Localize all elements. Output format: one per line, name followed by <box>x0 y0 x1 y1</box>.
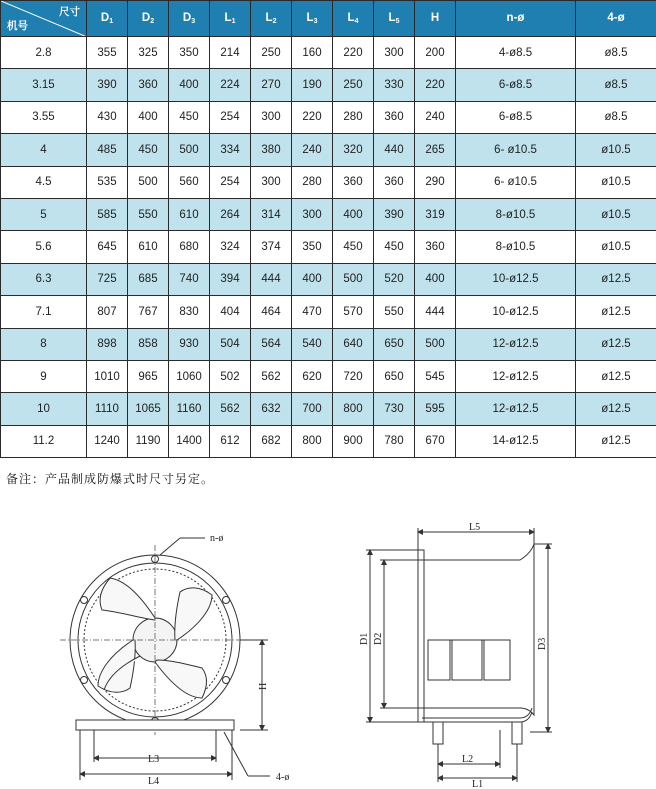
table-cell: 319 <box>415 198 456 230</box>
table-cell: 965 <box>128 360 169 392</box>
table-cell: 620 <box>292 360 333 392</box>
table-cell: 1240 <box>87 425 128 457</box>
duct-body <box>424 544 534 715</box>
table-cell: 12-ø12.5 <box>456 393 576 425</box>
table-cell: 550 <box>374 296 415 328</box>
motor-body-left <box>428 640 450 680</box>
table-cell: 350 <box>169 37 210 69</box>
table-cell: 535 <box>87 166 128 198</box>
table-cell: 300 <box>374 37 415 69</box>
table-cell: 190 <box>292 69 333 101</box>
table-cell: 254 <box>210 166 251 198</box>
table-cell: 730 <box>374 393 415 425</box>
table-cell: 540 <box>292 328 333 360</box>
inlet-flange <box>418 550 424 722</box>
table-cell: ø12.5 <box>576 263 656 295</box>
table-cell: 450 <box>333 231 374 263</box>
table-cell: 404 <box>210 296 251 328</box>
table-cell: 650 <box>374 328 415 360</box>
table-cell: 10-ø12.5 <box>456 263 576 295</box>
table-cell: 400 <box>169 69 210 101</box>
table-row <box>1 296 656 328</box>
table-cell: 485 <box>87 134 128 166</box>
table-cell: 160 <box>292 37 333 69</box>
side-view <box>366 528 552 782</box>
table-cell: 14-ø12.5 <box>456 425 576 457</box>
table-cell: 334 <box>210 134 251 166</box>
label-4-holes: 4-ø <box>276 772 290 783</box>
model-number-cell: 5 <box>1 198 87 230</box>
label-d3: D3 <box>537 637 548 650</box>
table-cell: ø10.5 <box>576 166 656 198</box>
table-cell: 360 <box>374 101 415 133</box>
col-header-d1: $D_1$ <box>87 1 128 37</box>
table-cell: 360 <box>128 69 169 101</box>
table-cell: 680 <box>169 231 210 263</box>
table-row <box>1 134 656 166</box>
table-row <box>1 69 656 101</box>
table-cell: 380 <box>251 134 292 166</box>
table-cell: 450 <box>128 134 169 166</box>
front-view <box>60 538 270 780</box>
4-hole-leader <box>224 732 248 776</box>
table-cell: 564 <box>251 328 292 360</box>
model-number-cell: 4 <box>1 134 87 166</box>
table-cell: 560 <box>169 166 210 198</box>
table-cell: ø8.5 <box>576 37 656 69</box>
corner-label-model: 机号 <box>7 20 28 32</box>
table-cell: 355 <box>87 37 128 69</box>
table-row <box>1 101 656 133</box>
table-cell: 858 <box>128 328 169 360</box>
table-cell: 400 <box>333 198 374 230</box>
table-cell: 444 <box>415 296 456 328</box>
table-cell: 360 <box>333 166 374 198</box>
table-cell: 562 <box>210 393 251 425</box>
table-cell: 1060 <box>169 360 210 392</box>
table-cell: 930 <box>169 328 210 360</box>
table-cell: 280 <box>333 101 374 133</box>
table-cell: 6-ø8.5 <box>456 101 576 133</box>
table-cell: 520 <box>374 263 415 295</box>
table-row <box>1 328 656 360</box>
table-cell: 570 <box>333 296 374 328</box>
table-row <box>1 166 656 198</box>
table-row <box>1 360 656 392</box>
table-row <box>1 263 656 295</box>
table-cell: 500 <box>169 134 210 166</box>
table-cell: 12-ø12.5 <box>456 360 576 392</box>
corner-label-dimension: 尺寸 <box>59 6 80 18</box>
table-cell: 470 <box>292 296 333 328</box>
table-cell: 374 <box>251 231 292 263</box>
table-cell: 610 <box>128 231 169 263</box>
table-row <box>1 231 656 263</box>
model-number-cell: 5.6 <box>1 231 87 263</box>
col-header-l1: $L_1$ <box>210 1 251 37</box>
col-header-l5: $L_5$ <box>374 1 415 37</box>
label-n-holes: n-ø <box>210 533 224 544</box>
table-cell: ø12.5 <box>576 425 656 457</box>
model-number-cell: 8 <box>1 328 87 360</box>
table-cell: 390 <box>374 198 415 230</box>
table-cell: 220 <box>415 69 456 101</box>
label-h: H <box>258 682 269 690</box>
model-number-cell: 2.8 <box>1 37 87 69</box>
model-number-cell: 10 <box>1 393 87 425</box>
table-cell: 10-ø12.5 <box>456 296 576 328</box>
table-cell: ø12.5 <box>576 393 656 425</box>
table-cell: 670 <box>415 425 456 457</box>
rear-foot <box>512 722 522 744</box>
table-cell: 740 <box>169 263 210 295</box>
label-d1: D1 <box>359 632 370 645</box>
table-cell: 1160 <box>169 393 210 425</box>
table-cell: 464 <box>251 296 292 328</box>
table-cell: 807 <box>87 296 128 328</box>
table-cell: 6- ø10.5 <box>456 134 576 166</box>
col-header-l2: $L_2$ <box>251 1 292 37</box>
table-cell: 650 <box>374 360 415 392</box>
label-l1: L1 <box>472 779 484 789</box>
label-l4: L4 <box>148 776 160 787</box>
table-cell: 830 <box>169 296 210 328</box>
table-cell: 900 <box>333 425 374 457</box>
table-cell: 682 <box>251 425 292 457</box>
table-cell: 898 <box>87 328 128 360</box>
table-cell: 545 <box>415 360 456 392</box>
table-cell: ø8.5 <box>576 101 656 133</box>
table-cell: 224 <box>210 69 251 101</box>
table-cell: ø12.5 <box>576 360 656 392</box>
label-l2: L2 <box>462 754 474 765</box>
model-number-cell: 9 <box>1 360 87 392</box>
table-cell: 300 <box>251 101 292 133</box>
table-cell: 390 <box>87 69 128 101</box>
label-l3: L3 <box>148 754 160 765</box>
table-cell: 1010 <box>87 360 128 392</box>
table-cell: 240 <box>292 134 333 166</box>
table-cell: 612 <box>210 425 251 457</box>
table-cell: 430 <box>87 101 128 133</box>
table-row <box>1 393 656 425</box>
table-cell: 700 <box>292 393 333 425</box>
model-number-cell: 7.1 <box>1 296 87 328</box>
n-hole-leader <box>160 538 180 555</box>
table-cell: 450 <box>374 231 415 263</box>
col-header-d2: $D_2$ <box>128 1 169 37</box>
model-number-cell: 11.2 <box>1 425 87 457</box>
table-cell: 585 <box>87 198 128 230</box>
table-cell: 800 <box>333 393 374 425</box>
table-cell: 250 <box>333 69 374 101</box>
table-cell: 400 <box>292 263 333 295</box>
label-d2: D2 <box>373 632 384 645</box>
technical-drawing <box>0 500 656 789</box>
table-cell: 400 <box>415 263 456 295</box>
table-cell: ø12.5 <box>576 296 656 328</box>
table-cell: 444 <box>251 263 292 295</box>
table-cell: 645 <box>87 231 128 263</box>
table-row <box>1 198 656 230</box>
table-cell: 350 <box>292 231 333 263</box>
model-number-cell: 3.15 <box>1 69 87 101</box>
table-cell: 300 <box>251 166 292 198</box>
table-cell: 6- ø10.5 <box>456 166 576 198</box>
label-l5: L5 <box>469 522 481 533</box>
table-cell: 632 <box>251 393 292 425</box>
table-cell: 394 <box>210 263 251 295</box>
table-cell: 500 <box>333 263 374 295</box>
base-plate <box>76 720 234 730</box>
table-cell: 214 <box>210 37 251 69</box>
table-cell: 220 <box>333 37 374 69</box>
table-cell: 1400 <box>169 425 210 457</box>
table-cell: 504 <box>210 328 251 360</box>
col-header-h: H <box>415 1 456 37</box>
motor-body <box>452 640 482 680</box>
table-cell: 400 <box>128 101 169 133</box>
table-cell: 330 <box>374 69 415 101</box>
table-cell: 1190 <box>128 425 169 457</box>
table-cell: 320 <box>333 134 374 166</box>
table-cell: 780 <box>374 425 415 457</box>
table-cell: 270 <box>251 69 292 101</box>
base-rail <box>420 712 532 722</box>
col-header-n-holes: n-ø <box>456 1 576 37</box>
table-cell: 200 <box>415 37 456 69</box>
model-number-cell: 3.55 <box>1 101 87 133</box>
table-cell: 440 <box>374 134 415 166</box>
table-cell: 8-ø10.5 <box>456 198 576 230</box>
table-cell: 325 <box>128 37 169 69</box>
col-header-d3: $D_3$ <box>169 1 210 37</box>
table-cell: 254 <box>210 101 251 133</box>
table-cell: 685 <box>128 263 169 295</box>
table-cell: ø10.5 <box>576 231 656 263</box>
table-cell: 314 <box>251 198 292 230</box>
table-cell: 500 <box>128 166 169 198</box>
table-cell: 250 <box>251 37 292 69</box>
table-cell: 725 <box>87 263 128 295</box>
table-cell: 360 <box>374 166 415 198</box>
col-header-l4: $L_4$ <box>333 1 374 37</box>
table-cell: 280 <box>292 166 333 198</box>
table-cell: 264 <box>210 198 251 230</box>
table-cell: 640 <box>333 328 374 360</box>
model-number-cell: 6.3 <box>1 263 87 295</box>
table-cell: 800 <box>292 425 333 457</box>
model-number-cell: 4.5 <box>1 166 87 198</box>
table-cell: ø10.5 <box>576 134 656 166</box>
table-cell: 240 <box>415 101 456 133</box>
table-cell: ø12.5 <box>576 328 656 360</box>
table-cell: 8-ø10.5 <box>456 231 576 263</box>
col-header-l3: $L_3$ <box>292 1 333 37</box>
table-cell: ø8.5 <box>576 69 656 101</box>
motor-body-right <box>484 640 510 680</box>
remark-note: 备注：产品制成防爆式时尺寸另定。 <box>6 472 215 486</box>
col-header-4-holes: 4-ø <box>576 1 656 37</box>
table-cell: 1065 <box>128 393 169 425</box>
table-cell: 6-ø8.5 <box>456 69 576 101</box>
table-cell: 767 <box>128 296 169 328</box>
table-cell: 360 <box>415 231 456 263</box>
table-cell: ø10.5 <box>576 198 656 230</box>
table-row <box>1 37 656 69</box>
table-cell: 500 <box>415 328 456 360</box>
table-cell: 290 <box>415 166 456 198</box>
table-cell: 220 <box>292 101 333 133</box>
table-row <box>1 425 656 457</box>
corner-header-cell <box>1 1 87 37</box>
table-cell: 610 <box>169 198 210 230</box>
table-cell: 265 <box>415 134 456 166</box>
front-foot <box>433 722 443 744</box>
table-cell: 562 <box>251 360 292 392</box>
table-cell: 550 <box>128 198 169 230</box>
table-cell: 324 <box>210 231 251 263</box>
table-cell: 502 <box>210 360 251 392</box>
table-cell: 12-ø12.5 <box>456 328 576 360</box>
table-cell: 595 <box>415 393 456 425</box>
table-cell: 720 <box>333 360 374 392</box>
table-cell: 300 <box>292 198 333 230</box>
table-cell: 450 <box>169 101 210 133</box>
table-cell: 4-ø8.5 <box>456 37 576 69</box>
header-row <box>1 1 656 37</box>
table-cell: 1110 <box>87 393 128 425</box>
